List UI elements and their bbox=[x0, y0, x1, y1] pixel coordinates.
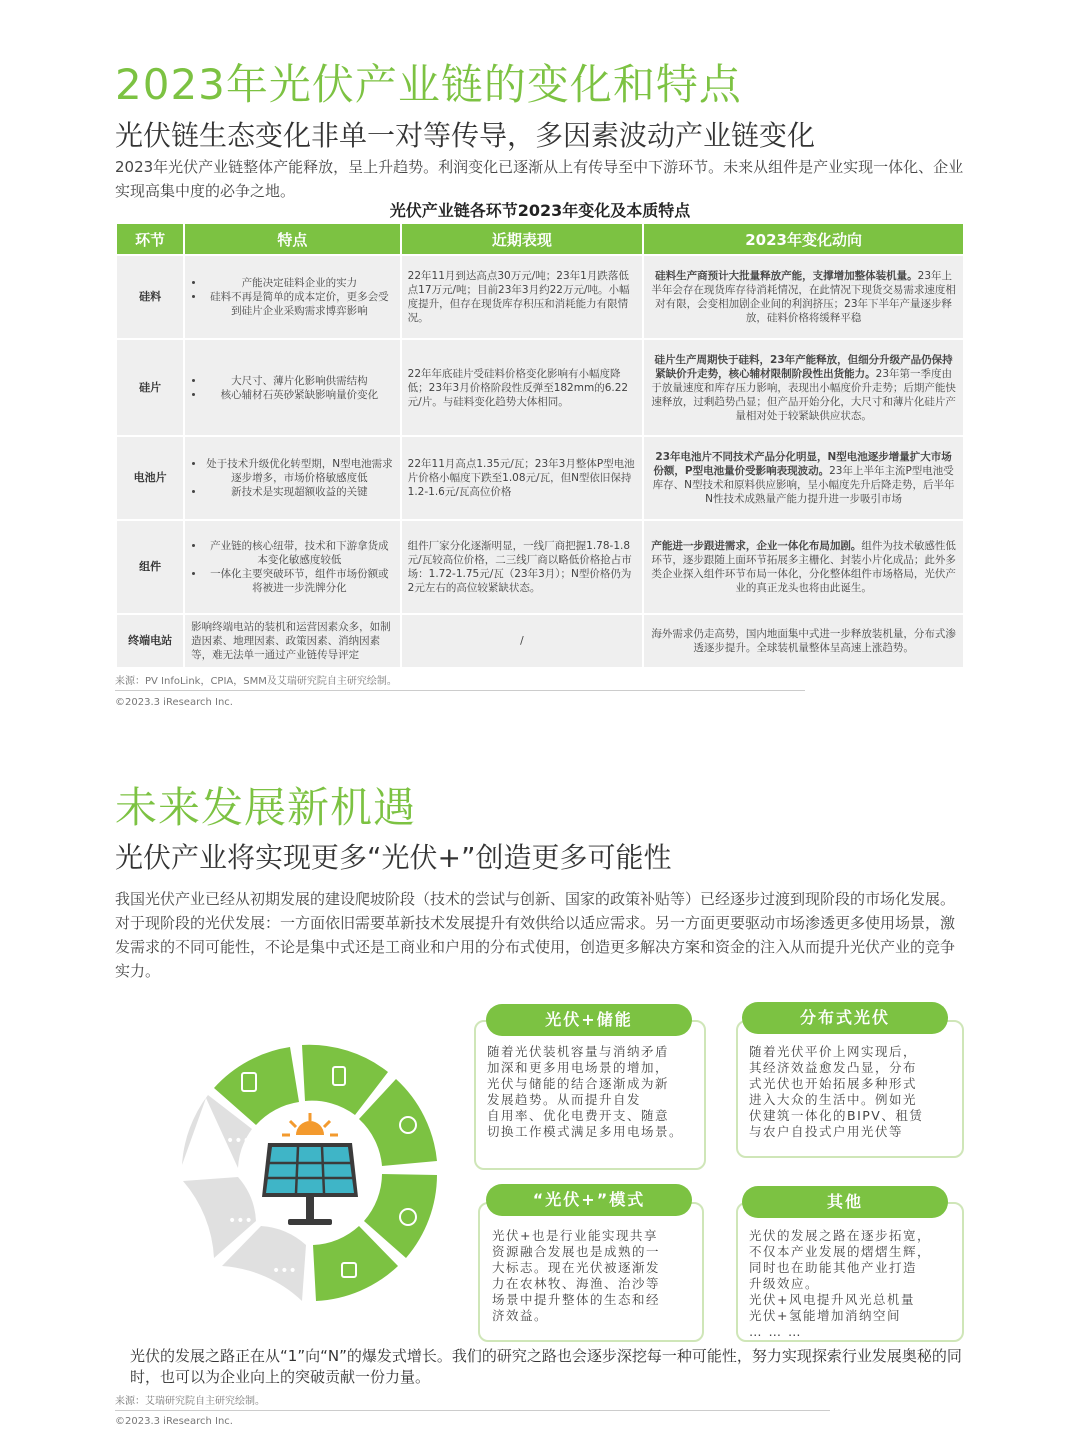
trend-detail: 23年第一季度由于放量速度和库存压力影响，表现出小幅度价升走势；后期产能快速释放，过剩趋势凸显；但产品开始分化，大尺寸和薄片化硅片产量相对处于较紧缺供应状态。 bbox=[651, 367, 956, 422]
card-body: 光伏的发展之路在逐步拓宽， 不仅本产业发展的熠熠生辉， 同时也在助能其他产业打造 升级效应。 光伏+风电提升风光总机量 光伏+氢能增加消纳空间 … … … bbox=[749, 1228, 932, 1339]
trend-highlight: 硅料生产商预计大批量释放产能，支撑增加整体装机量。 bbox=[655, 270, 918, 282]
feature-item: • 一体化主要突破环节，组件市场份额或将被进一步洗牌分化 bbox=[205, 567, 394, 595]
card-title: 其他 bbox=[742, 1186, 948, 1218]
feature-item: • 产业链的核心纽带，技术和下游拿货成本变化敏感度较低 bbox=[205, 539, 394, 567]
trend-highlight: 23年电池片不同技术产品分化明显，N型电池逐步增量扩大市场份额，P型电池量价受影响表现波动。 bbox=[653, 451, 952, 477]
table-header-row bbox=[117, 224, 963, 254]
trend-detail: 组件为技术敏感性低环节，逐步跟随上面环节拓展多主栅化、封装小片化成品；此外多类企业探入组件环节布局一体化，分化整体组件市场格局，光伏产业的真正龙头也将由此诞生。 bbox=[651, 540, 956, 594]
table-row bbox=[117, 340, 963, 435]
source-note: 来源：艾瑞研究院自主研究绘制。 bbox=[115, 1396, 265, 1407]
divider bbox=[115, 690, 805, 691]
card-title: “光伏+”模式 bbox=[486, 1184, 692, 1216]
source-note: 来源：PV InfoLink，CPIA，SMM及艾瑞研究院自主研究绘制。 bbox=[115, 676, 397, 687]
table-header: 特点 bbox=[185, 224, 400, 254]
table-row bbox=[117, 521, 963, 613]
section2-subtitle: 光伏产业将实现更多“光伏+”创造更多可能性 bbox=[115, 841, 672, 874]
copyright: ©2023.3 iResearch Inc. bbox=[115, 697, 233, 708]
section2-paragraph: 我国光伏产业已经从初期发展的建设爬坡阶段（技术的尝试与创新、国家的政策补贴等）已经逐步过渡到现阶段的市场化发展。对于现阶段的光伏发展：一方面依旧需要革新技术发展提升有效供给以适应需求。另一方面更要驱动市场渗透更多使用场景，激发需求的不同可能性，不论是集中式还是工商业和户用的分布式使用，创造更多解决方案和资金的注入从而提升光伏产业的竞争实力。 bbox=[115, 890, 956, 980]
feature-item: • 核心辅材石英砂紧缺影响量价变化 bbox=[205, 388, 394, 402]
table-row bbox=[117, 437, 963, 519]
trend-detail: 海外需求仍走高势，国内地面集中式进一步释放装机量，分布式渗透逐步提升。全球装机量整体呈高速上涨趋势。 bbox=[651, 628, 956, 654]
trend-highlight: 产能进一步跟进需求，企业一体化布局加剧。 bbox=[651, 540, 862, 552]
card-title: 光伏+储能 bbox=[486, 1004, 692, 1036]
section1-subtitle: 光伏链生态变化非单一对等传导，多因素波动产业链变化 bbox=[115, 119, 816, 152]
row-label: 组件 bbox=[117, 521, 183, 613]
row-features bbox=[185, 256, 400, 338]
table-header: 2023年变化动向 bbox=[644, 224, 963, 254]
section1-title: 2023年光伏产业链的变化和特点 bbox=[115, 60, 742, 109]
card-title: 分布式光伏 bbox=[742, 1002, 948, 1034]
row-recent: 组件厂家分化逐渐明显，一线厂商把握1.78-1.8元/瓦较高位价格，二三线厂商以略低价格抢占市场：1.72-1.75元/瓦（23年3月）；N型价格仍为2元左右的高位较紧缺状态。 bbox=[402, 521, 643, 613]
row-recent: / bbox=[402, 615, 643, 667]
table-header: 环节 bbox=[117, 224, 183, 254]
row-trend bbox=[644, 256, 963, 338]
section2-title: 未来发展新机遇 bbox=[115, 783, 417, 832]
feature-item: • 产能决定硅料企业的实力 bbox=[205, 276, 394, 290]
row-recent: 22年11月高点1.35元/瓦；23年3月整体P型电池片价格小幅度下跌至1.08元/瓦，但N型依旧保持1.2-1.6元/瓦高位价格 bbox=[402, 437, 643, 519]
row-label: 电池片 bbox=[117, 437, 183, 519]
row-recent: 22年年底硅片受硅料价格变化影响有小幅度降低；23年3月价格阶段性反弹至182mm的6.22元/片。与硅料变化趋势大体相同。 bbox=[402, 340, 643, 435]
row-trend bbox=[644, 340, 963, 435]
table-header: 近期表现 bbox=[402, 224, 643, 254]
trend-detail: 23年上半年会存在现货库存待消耗情况，在此情况下现货交易需求速度相对有限，会变相加剧企业间的利润挤压；23年下半年产量逐步释放，硅料价格将缓释平稳 bbox=[651, 270, 956, 324]
row-recent: 22年11月到达高点30万元/吨；23年1月跌落低点17万元/吨；目前23年3月约22万元/吨。小幅度提升，但存在现货库存积压和消耗能力有限情况。 bbox=[402, 256, 643, 338]
feature-item: • 处于技术升级优化转型期，N型电池需求逐步增多，市场价格敏感度低 bbox=[205, 457, 394, 485]
feature-item: • 硅料不再是简单的成本定价，更多会受到硅片企业采购需求博弈影响 bbox=[205, 290, 394, 318]
row-features bbox=[185, 521, 400, 613]
row-trend bbox=[644, 521, 963, 613]
feature-item: • 大尺寸、薄片化影响供需结构 bbox=[205, 374, 394, 388]
card-body: 随着光伏装机容量与消纳矛盾 加深和更多用电场景的增加， 光伏与储能的结合逐渐成为新 发展趋势。从而提升自发 自用率、优化电费开支、随意 切换工作模式满足多用电场景。 bbox=[487, 1044, 684, 1139]
row-trend bbox=[644, 437, 963, 519]
table-title: 光伏产业链各环节2023年变化及本质特点 bbox=[389, 201, 691, 220]
divider bbox=[115, 1410, 830, 1411]
more-dots-icon: ••• bbox=[272, 1263, 297, 1279]
feature-item: • 新技术是实现超额收益的关键 bbox=[205, 485, 394, 499]
trend-highlight: 硅片生产周期快于硅料，23年产能释放，但细分升级产品仍保持紧缺价升走势，核心辅材限制阶段性出货能力。 bbox=[654, 353, 953, 380]
solar-panel-icon bbox=[262, 1113, 358, 1225]
row-label: 终端电站 bbox=[117, 615, 183, 667]
trend-detail: 23年上半年主流P型电池受库存、N型技术和原料供应影响，呈小幅度先升后降走势，后半年N性技术成熟量产能力提升进一步吸引市场 bbox=[652, 465, 955, 505]
industry-chain-table bbox=[115, 222, 965, 669]
row-label: 硅片 bbox=[117, 340, 183, 435]
row-features bbox=[185, 437, 400, 519]
row-features bbox=[185, 340, 400, 435]
table-row bbox=[117, 615, 963, 667]
row-trend bbox=[644, 615, 963, 667]
card-body: 随着光伏平价上网实现后， 其经济效益愈发凸显，分布 式光伏也开始拓展多种形式 进入大众的生活中。例如光 伏建筑一体化的BIPV、租赁 与农户自投式户用光伏等 bbox=[749, 1044, 924, 1139]
section1-paragraph: 2023年光伏产业链整体产能释放，呈上升趋势。利润变化已逐渐从上有传导至中下游环节。未来从组件是产业实现一体化、企业实现高集中度的必争之地。 bbox=[115, 158, 964, 200]
more-dots-icon: ••• bbox=[228, 1213, 253, 1229]
copyright: ©2023.3 iResearch Inc. bbox=[115, 1416, 233, 1427]
card-body: 光伏+也是行业能实现共享 资源融合发展也是成熟的一 大标志。现在光伏被逐渐发 力在农林牧、海渔、治沙等 场景中提升整体的生态和经 济效益。 bbox=[492, 1228, 661, 1323]
row-features: 影响终端电站的装机和运营因素众多，如制造因素、地理因素、政策因素、消纳因素等，难无法单一通过产业链传导评定 bbox=[185, 615, 400, 667]
ring-diagram bbox=[180, 1038, 440, 1308]
table-row bbox=[117, 256, 963, 338]
more-dots-icon: ••• bbox=[226, 1133, 251, 1149]
row-label: 硅料 bbox=[117, 256, 183, 338]
closing-paragraph: 光伏的发展之路正在从“1”向“N”的爆发式增长。我们的研究之路也会逐步深挖每一种可能性，努力实现探索行业发展奥秘的同时，也可以为企业向上的突破贡献一份力量。 bbox=[130, 1347, 962, 1386]
